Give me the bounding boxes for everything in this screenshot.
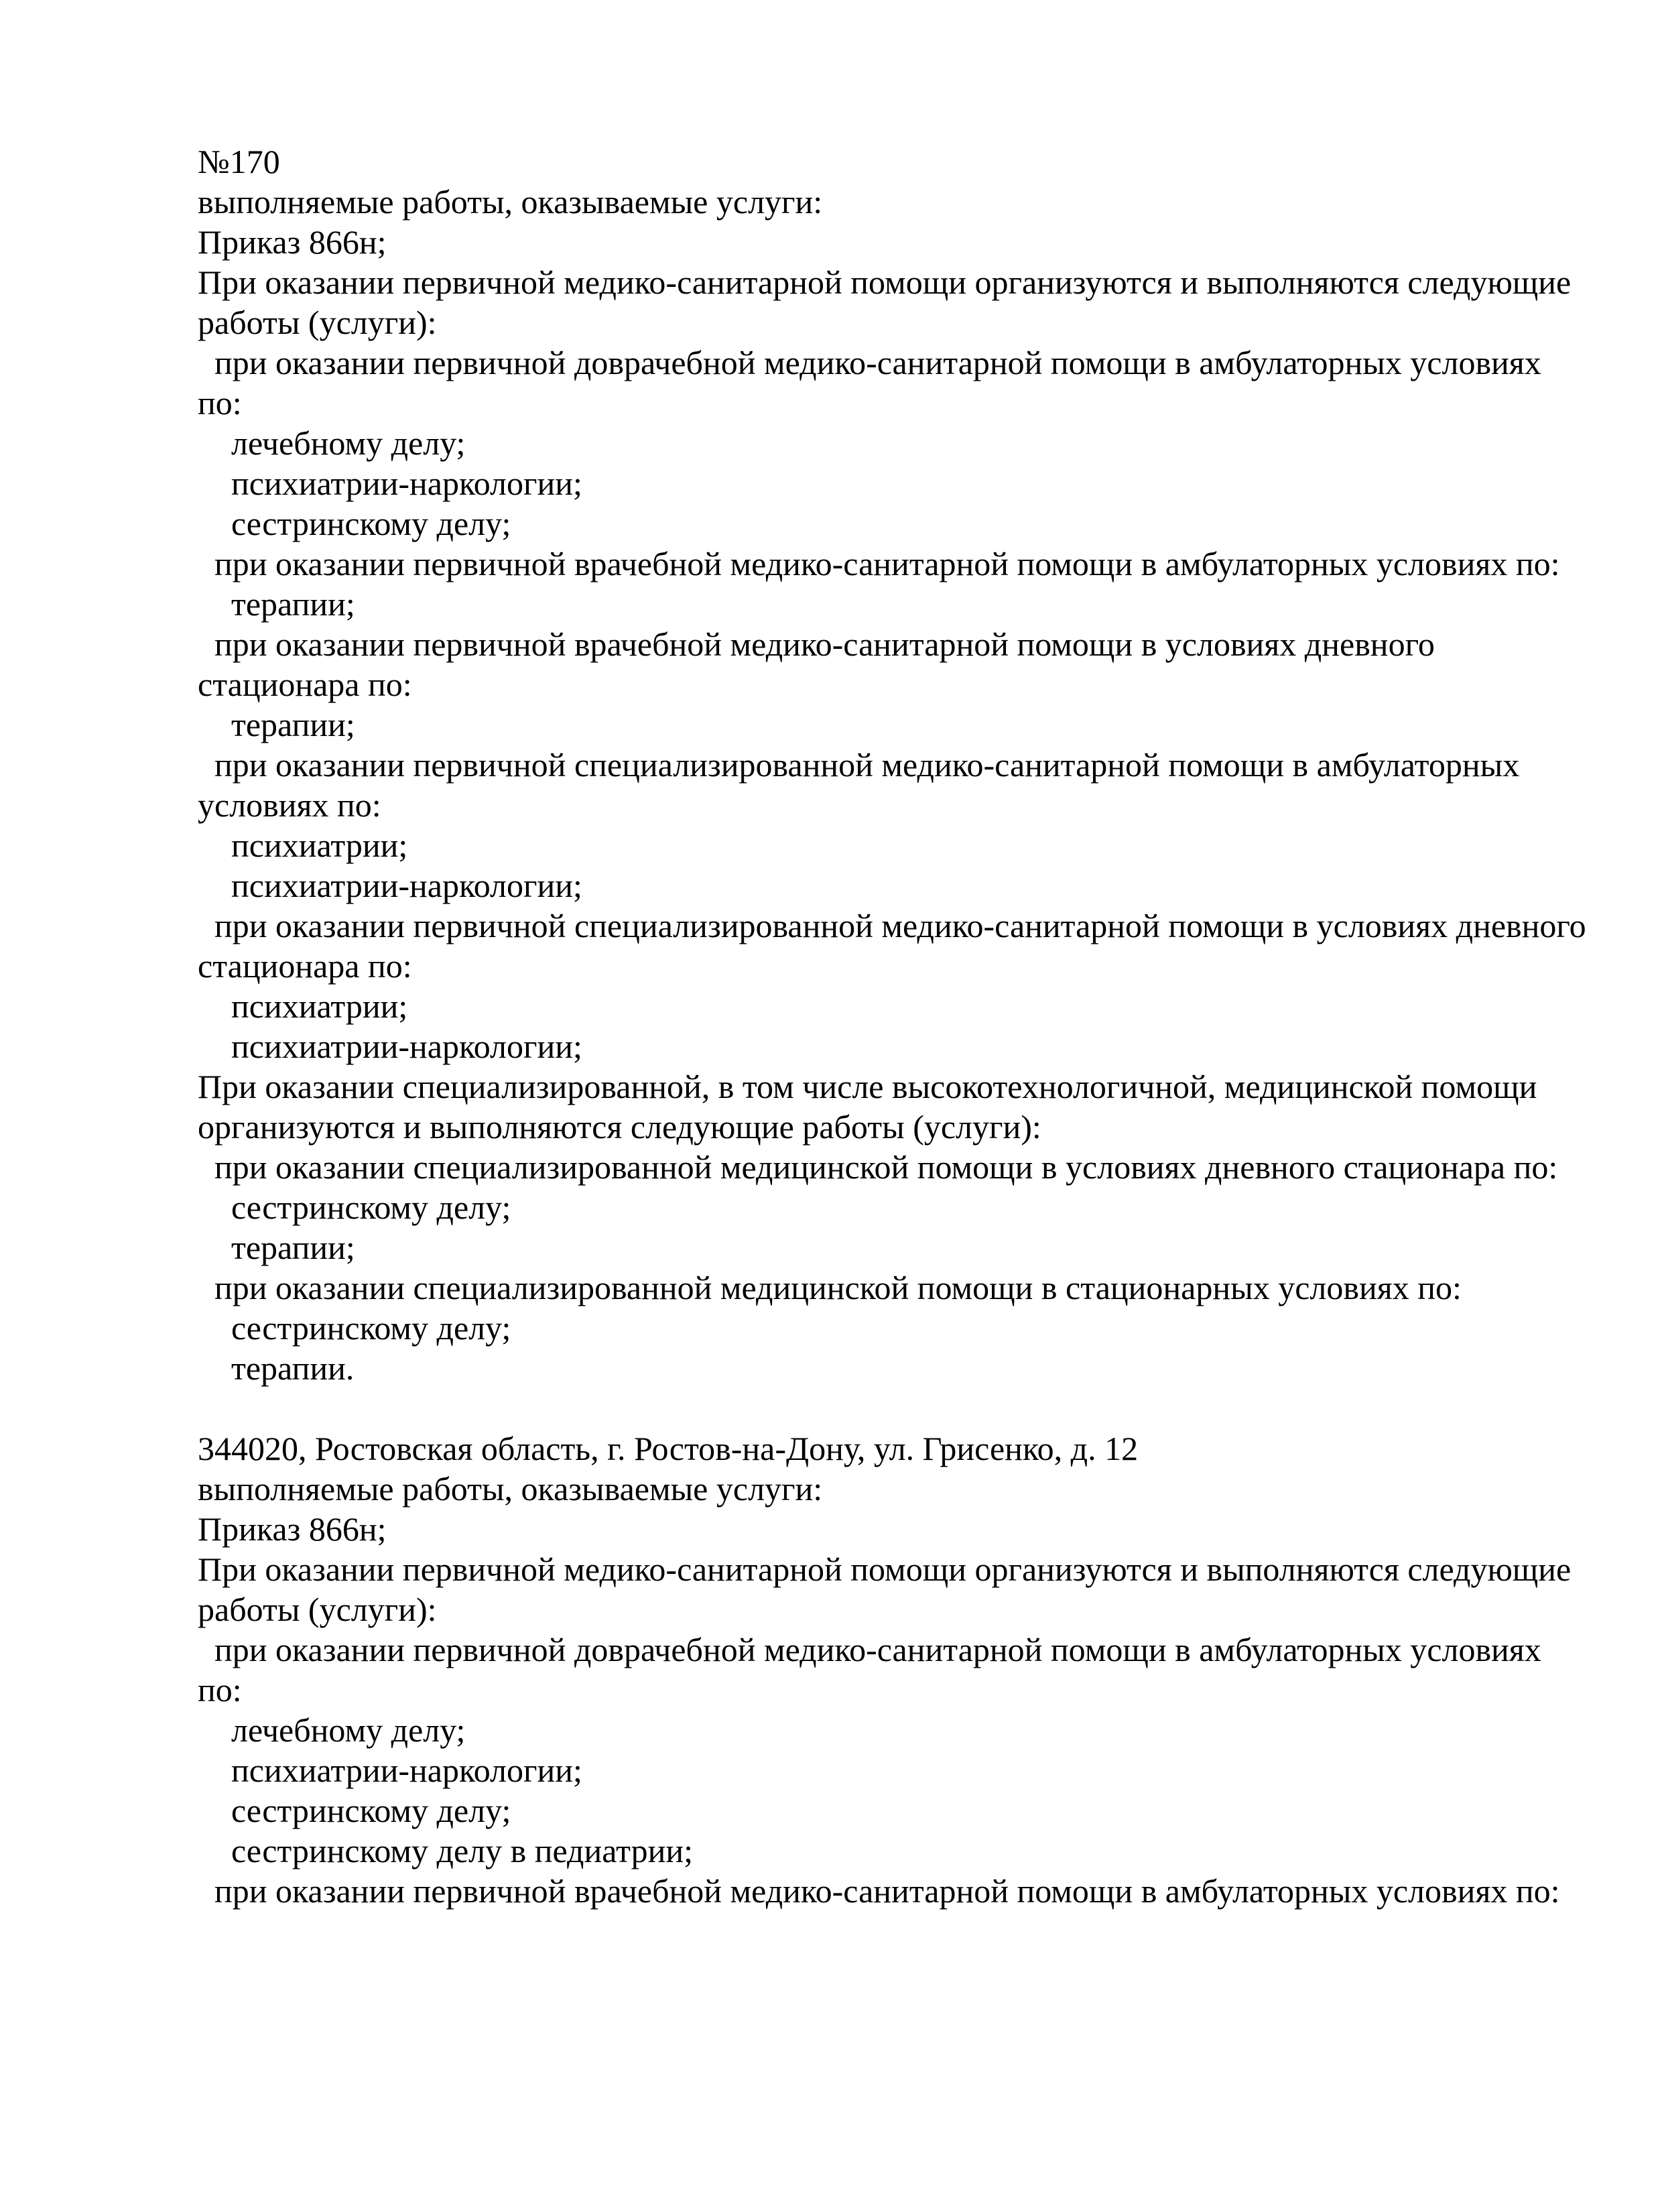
doc-line: при оказании первичной доврачебной медико-санитарной помощи в амбулаторных условиях <box>198 1631 1541 1668</box>
doc-line: Приказ 866н; <box>198 1510 387 1548</box>
doc-line: терапии; <box>198 585 355 623</box>
doc-line: терапии; <box>198 1229 355 1266</box>
doc-line: Приказ 866н; <box>198 223 387 261</box>
doc-line-address: 344020, Ростовская область, г. Ростов-на-Дону, ул. Грисенко, д. 12 <box>198 1430 1139 1467</box>
doc-line: лечебному делу; <box>198 1711 466 1749</box>
doc-line: При оказании первичной медико-санитарной помощи организуются и выполняются следующие <box>198 263 1572 301</box>
doc-line: При оказании первичной медико-санитарной помощи организуются и выполняются следующие <box>198 1550 1572 1588</box>
doc-line: сестринскому делу; <box>198 1188 511 1226</box>
doc-line: организуются и выполняются следующие работы (услуги): <box>198 1108 1041 1146</box>
doc-line: сестринскому делу в педиатрии; <box>198 1832 693 1869</box>
doc-line: психиатрии; <box>198 826 408 864</box>
doc-line: психиатрии-наркологии; <box>198 1752 582 1789</box>
doc-line: сестринскому делу; <box>198 1309 511 1347</box>
doc-line: при оказании первичной специализированной медико-санитарной помощи в амбулаторных <box>198 746 1520 784</box>
doc-line: терапии; <box>198 706 355 743</box>
doc-line: при оказании первичной специализированной медико-санитарной помощи в условиях дневного <box>198 907 1586 944</box>
doc-line: психиатрии-наркологии; <box>198 465 582 502</box>
doc-line: психиатрии; <box>198 987 408 1025</box>
doc-line: терапии. <box>198 1349 355 1387</box>
doc-line: при оказании специализированной медицинской помощи в стационарных условиях по: <box>198 1269 1462 1306</box>
doc-line: при оказании специализированной медицинской помощи в условиях дневного стационара по: <box>198 1148 1558 1186</box>
doc-line: при оказании первичной доврачебной медико-санитарной помощи в амбулаторных условиях <box>198 344 1541 381</box>
doc-line: сестринскому делу; <box>198 1792 511 1829</box>
doc-line: по: <box>198 1671 242 1709</box>
doc-line: работы (услуги): <box>198 1591 437 1628</box>
doc-line: психиатрии-наркологии; <box>198 867 582 904</box>
doc-line: при оказании первичной врачебной медико-санитарной помощи в условиях дневного <box>198 625 1435 663</box>
doc-line: по: <box>198 384 242 422</box>
doc-line: выполняемые работы, оказываемые услуги: <box>198 183 823 221</box>
doc-line: условиях по: <box>198 786 381 824</box>
doc-line: сестринскому делу; <box>198 505 511 542</box>
doc-line: психиатрии-наркологии; <box>198 1028 582 1065</box>
doc-line: работы (услуги): <box>198 304 437 341</box>
doc-line: При оказании специализированной, в том числе высокотехнологичной, медицинской помощи <box>198 1068 1537 1105</box>
doc-line: при оказании первичной врачебной медико-санитарной помощи в амбулаторных условиях по: <box>198 1872 1560 1910</box>
doc-line: стационара по: <box>198 947 412 985</box>
document-page <box>198 141 1586 1911</box>
doc-line: при оказании первичной врачебной медико-санитарной помощи в амбулаторных условиях по: <box>198 545 1560 582</box>
doc-line: стационара по: <box>198 666 412 703</box>
doc-line: выполняемые работы, оказываемые услуги: <box>198 1470 823 1508</box>
doc-line: лечебному делу; <box>198 424 466 462</box>
doc-line-license-number: №170 <box>198 143 280 180</box>
doc-line-blank <box>198 1388 1586 1428</box>
